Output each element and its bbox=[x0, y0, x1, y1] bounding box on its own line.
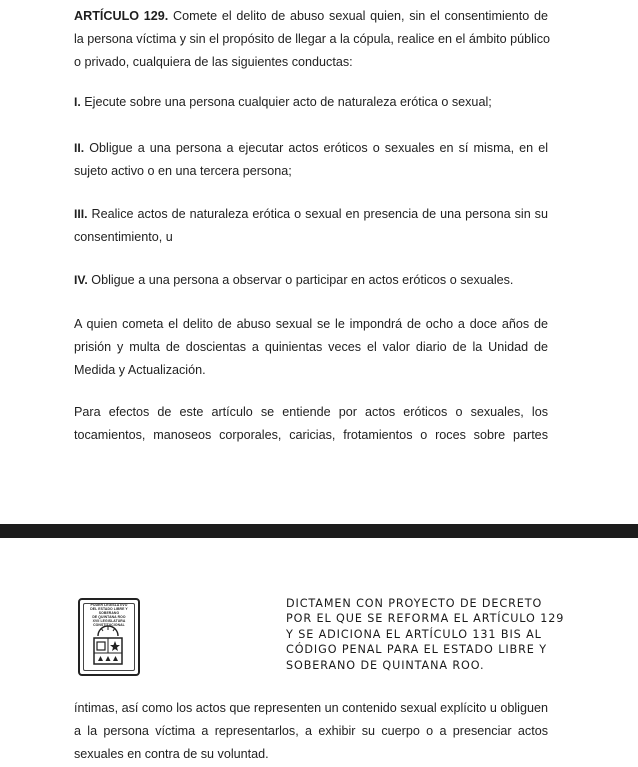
penalty-paragraph: A quien cometa el delito de abuso sexual se le impondrá de ocho a doce años de prisión y multa de doscientas a quinientas veces el valor diario de la Unidad de Medida y Actualización. bbox=[74, 317, 548, 377]
congress-seal-logo bbox=[78, 598, 140, 676]
coat-of-arms-icon bbox=[88, 624, 128, 666]
fraction-ii: II. Obligue a una persona a ejecutar actos eróticos o sexuales en sí misma, en el sujeto activo o en una tercera persona; bbox=[74, 141, 549, 178]
document-page-bottom bbox=[0, 538, 638, 767]
dictamen-heading: DICTAMEN CON PROYECTO DE DECRETO POR EL QUE SE REFORMA EL ARTÍCULO 129 Y SE ADICIONA EL ARTÍCULO 131 BIS AL CÓDIGO PENAL PARA EL ESTADO LIBRE Y SOBERANO DE QUINTANA ROO. bbox=[286, 597, 565, 672]
article-129-paragraph: ARTÍCULO 129. Comete el delito de abuso sexual quien, sin el consentimiento de la persona víctima y sin el propósito de llegar a la cópula, realice en el ámbito público o privado, cualquiera de las siguientes conductas: bbox=[74, 9, 551, 69]
fraction-iv: IV. Obligue a una persona a observar o participar en actos eróticos o sexuales. bbox=[74, 273, 514, 287]
continuation-paragraph: íntimas, así como los actos que representen un contenido sexual explícito u obliguen a la persona víctima a representarlos, a exhibir su cuerpo o a presenciar actos sexuales en contra de su voluntad. bbox=[74, 701, 548, 761]
page-separator bbox=[0, 524, 638, 538]
seal-caption: PODER LEGISLATIVO DEL ESTADO LIBRE Y SOBERANO DE QUINTANA ROO XVII LEGISLATURA CONSTITUCIONAL bbox=[90, 603, 128, 627]
fraction-i: I. Ejecute sobre una persona cualquier acto de naturaleza erótica o sexual; bbox=[74, 95, 492, 109]
article-label: ARTÍCULO 129. bbox=[74, 9, 169, 23]
fraction-iii: III. Realice actos de naturaleza erótica o sexual en presencia de una persona sin su consentimiento, u bbox=[74, 207, 548, 244]
effects-paragraph: Para efectos de este artículo se entiende por actos eróticos o sexuales, los tocamientos, manoseos corporales, caricias, frotamientos o roces sobre partes bbox=[74, 405, 548, 442]
